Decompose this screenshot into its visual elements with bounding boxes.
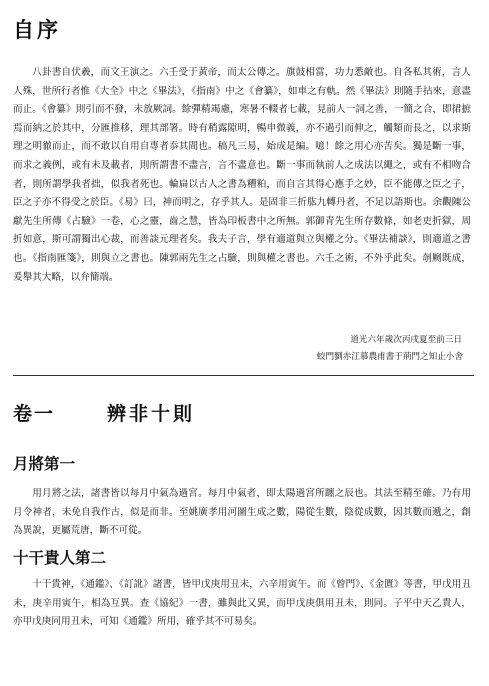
preface-date-line: 道光六年歲次丙戌夏至前三日 (350, 335, 462, 345)
volume-heading (13, 402, 195, 426)
preface-body: 八卦書自伏羲，而文王演之。六壬受于黃帝，而太公傳之。旗鼓相當，功力悉敵也。自各私其術，言人人殊，世所行者惟《大全》中之《畢法》，《指南》中之《會纂》，如車之有軌。然《畢法》則隨手拈來，意盡而止。《會纂》則引而不發，未放厥詞。餘彈精竭慮，寒暑不輟者七載，見前人一詞之善，一簡之合，即捃摭焉而納之於其中，分匯推移，理其部署。時有稍露隙明，暢申微義，亦不過引而伸之，觸類而長之，以求斯理之明徹而止，而不敢以自用自專者忝其間也。稿凡三易，始成是編。噫！餘之用心亦苦矣。獨是斷一事，而求之義例，或有未及載者，則所謂書不盡言，言不盡意也。斷一事而執前人之成法以繩之，或有不相吻合者，則所謂學我者拙，似我者死也。輪扁以古人之書為糟粕，而自言其得心應手之妙，臣不能傳之臣之子，臣之子亦不得受之於臣。《易》曰，神而明之，存乎其人。是固非三折肱九轉丹者，不足以語斯也。余觀陳公獻先生所傳《占驗》一卷，心之靈，齒之慧，皆為印板書中之所無。郭御青先生所存數條，如老吏折獄，周折如意，斯可謂獨出心裁，而善談元理者矣。我夫子言，學有適道與立與權之分。《畢法補談》，則適道之書也。《指南匯箋》，則與立之書也。陳郭兩先生之占驗，則與權之書也。六壬之術，不外乎此矣。剞劂既成，爰舉其大略，以弁簡端。 (13, 67, 471, 283)
section-divider (13, 375, 474, 376)
section-body-month-general: 用月將之法，諸書皆以每月中氣為過宮。每月中氣者，即太陽過宮所躔之辰也。其法至精至確。乃有用月令神者，未免自我作古，似是而非。至姚廣孝用河圖生成之數，陽從生數，陰從成數，因其數而遞之，創為異說，更屬荒唐，斷不可從。 (13, 488, 471, 537)
volume-number: 卷一 (13, 403, 56, 425)
volume-name: 辨非十則 (107, 403, 196, 425)
preface-title: 自序 (13, 18, 61, 42)
section-title-month-general: 月將第一 (13, 455, 76, 473)
section-body-ten-stems-noble: 十干貴神，《通鑑》、《訂訛》諸書，皆甲戊庚用丑未，六辛用寅午。而《曾門》、《金匱》等書，甲戊用丑未，庚辛用寅午，相為互異。查《協紀》一書，雖與此又異，而甲戊庚俱用丑未，則同。子平中天乙貴人，亦甲戊庚同用丑未，可知《通鑑》所用，確乎其不可易矣。 (13, 579, 471, 628)
section-title-ten-stems-noble: 十干貴人第二 (13, 549, 107, 567)
preface-author-line: 蛟門劉赤江慕農甫書于荊門之知止小舍 (316, 352, 463, 362)
